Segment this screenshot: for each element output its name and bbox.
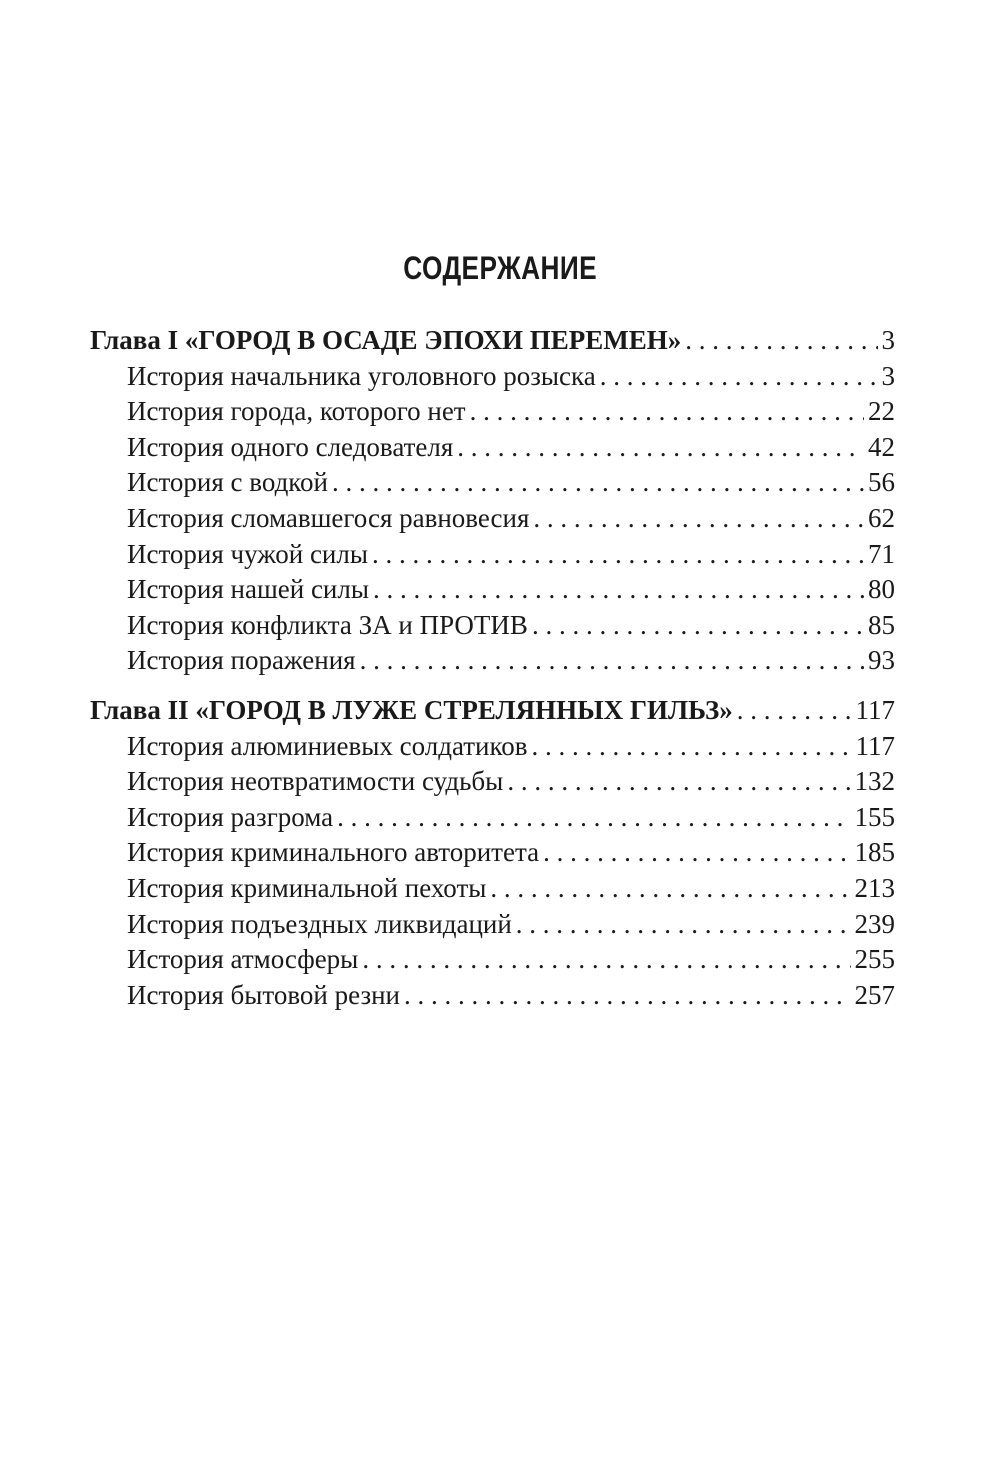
toc-item [90, 802, 895, 838]
page-number: 257 [854, 979, 895, 1010]
dot-leader [457, 432, 864, 463]
dot-leader [685, 325, 877, 356]
page-number: 213 [854, 872, 895, 903]
entry-title: История атмосферы [127, 944, 359, 975]
entry-title: Глава II «ГОРОД В ЛУЖЕ СТРЕЛЯННЫХ ГИЛЬЗ» [90, 694, 733, 725]
toc-chapter [90, 695, 895, 731]
toc-item [90, 432, 895, 468]
page-number: 93 [868, 645, 895, 676]
dot-leader [600, 361, 878, 392]
page-title [0, 250, 1000, 287]
toc-item [90, 503, 895, 539]
entry-title: Глава I «ГОРОД В ОСАДЕ ЭПОХИ ПЕРЕМЕН» [90, 325, 682, 355]
page-number: 132 [854, 766, 895, 797]
dot-leader [372, 539, 864, 570]
dot-leader [543, 837, 850, 868]
entry-title: История города, которого нет [127, 396, 466, 427]
toc-item [90, 467, 895, 503]
entry-title: История криминальной пехоты [127, 872, 487, 903]
entry-title: История бытовой резни [127, 979, 401, 1010]
entry-title: История нашей силы [127, 574, 369, 605]
dot-leader [373, 574, 864, 605]
page-number: 85 [868, 609, 895, 640]
page-number: 3 [881, 360, 895, 391]
page-number: 155 [854, 801, 895, 832]
toc-item [90, 837, 895, 873]
dot-leader [737, 695, 852, 726]
toc-item [90, 396, 895, 432]
dot-leader [332, 467, 864, 498]
toc-item [90, 539, 895, 575]
dot-leader [516, 909, 851, 940]
toc-item [90, 980, 895, 1016]
toc-chapter [90, 325, 895, 361]
toc-item [90, 944, 895, 980]
toc-item [90, 731, 895, 767]
dot-leader [532, 610, 864, 641]
entry-title: История сломавшегося равновесия [127, 502, 530, 533]
page-number: 185 [854, 837, 895, 868]
toc-item [90, 909, 895, 945]
toc-item [90, 873, 895, 909]
toc-item [90, 766, 895, 802]
entry-title: История с водкой [127, 467, 328, 498]
page-title-text: СОДЕРЖАНИЕ [403, 250, 597, 286]
dot-leader [533, 503, 864, 534]
page-number: 80 [868, 574, 895, 605]
dot-leader [337, 802, 850, 833]
entry-title: История подъездных ликвидаций [127, 908, 512, 939]
page-number: 56 [868, 467, 895, 498]
entry-title: История одного следователя [127, 431, 454, 462]
entry-title: История разгрома [127, 801, 334, 832]
dot-leader [531, 731, 851, 762]
page-number: 3 [881, 325, 895, 355]
dot-leader [507, 766, 850, 797]
entry-title: История алюминиевых солдатиков [127, 730, 528, 761]
toc-item [90, 610, 895, 646]
toc-item [90, 645, 895, 681]
table-of-contents [90, 325, 895, 1015]
page-number: 239 [854, 908, 895, 939]
page-number: 62 [868, 502, 895, 533]
page-number: 42 [868, 431, 895, 462]
entry-title: История начальника уголовного розыска [127, 360, 596, 391]
dot-leader [490, 873, 850, 904]
entry-title: История криминального авторитета [127, 837, 540, 868]
entry-title: История поражения [127, 645, 356, 676]
page-number: 117 [855, 694, 895, 725]
page-number: 22 [868, 396, 895, 427]
page-number: 117 [855, 730, 895, 761]
toc-item [90, 574, 895, 610]
dot-leader [362, 944, 850, 975]
dot-leader [470, 396, 864, 427]
entry-title: История чужой силы [127, 538, 368, 569]
page-number: 255 [854, 944, 895, 975]
page-number: 71 [868, 538, 895, 569]
dot-leader [360, 645, 864, 676]
entry-title: История конфликта ЗА и ПРОТИВ [127, 609, 528, 640]
toc-item [90, 361, 895, 397]
entry-title: История неотвратимости судьбы [127, 766, 504, 797]
dot-leader [404, 980, 850, 1011]
